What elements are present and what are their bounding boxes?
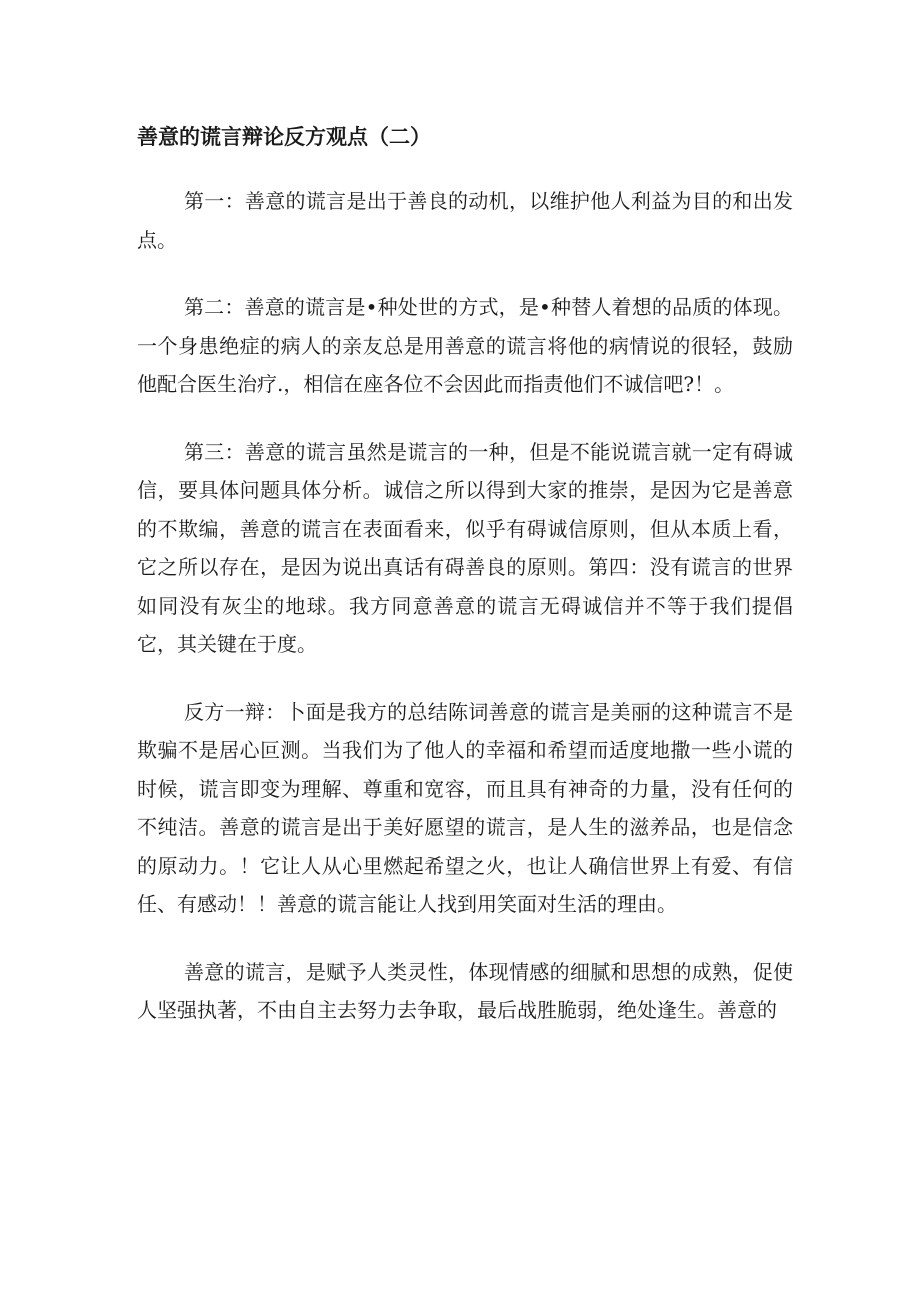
paragraph-5: 善意的谎言，是赋予人类灵性，体现情感的细腻和思想的成熟，促使人坚强执著，不由自主去努力去争取，最后战胜脆弱，绝处逢生。善意的 <box>137 959 793 1022</box>
paragraph-2: 第二：善意的谎言是•种处世的方式，是•种替人着想的品质的体现。一个身患绝症的病人的亲友总是用善意的谎言将他的病情说的很轻，鼓励他配合医生治疗.，相信在座各位不会因此而指责他们不诚信吧?！。 <box>137 295 793 396</box>
document-title: 善意的谎言辩论反方观点（二） <box>137 125 431 149</box>
document-body <box>137 182 793 1059</box>
paragraph-4: 反方一辩：卜面是我方的总结陈词善意的谎言是美丽的这种谎言不是欺骗不是居心叵测。当我们为了他人的幸福和希望而适度地撒一些小谎的时候，谎言即变为理解、尊重和宽容，而且具有神奇的力量，没有任何的不纯洁。善意的谎言是出于美好愿望的谎言，是人生的滋养品，也是信念的原动力。！它让人从心里燃起希望之火，也让人确信世界上有爱、有信任、有感动！！善意的谎言能让人找到用笑面对生活的理由。 <box>137 699 793 916</box>
paragraph-3: 第三：善意的谎言虽然是谎言的一种，但是不能说谎言就一定有碍诚信，要具体问题具体分析。诚信之所以得到大家的推崇，是因为它是善意的不欺编，善意的谎言在表面看来，似乎有碍诚信原则，但从本质上看，它之所以存在，是因为说出真话有碍善良的原则。第四：没有谎言的世界如同没有灰尘的地球。我方同意善意的谎言无碍诚信并不等于我们提倡它，其关键在于度。 <box>137 439 793 656</box>
paragraph-1: 第一：善意的谎言是出于善良的动机，以维护他人利益为目的和出发点。 <box>137 189 793 252</box>
